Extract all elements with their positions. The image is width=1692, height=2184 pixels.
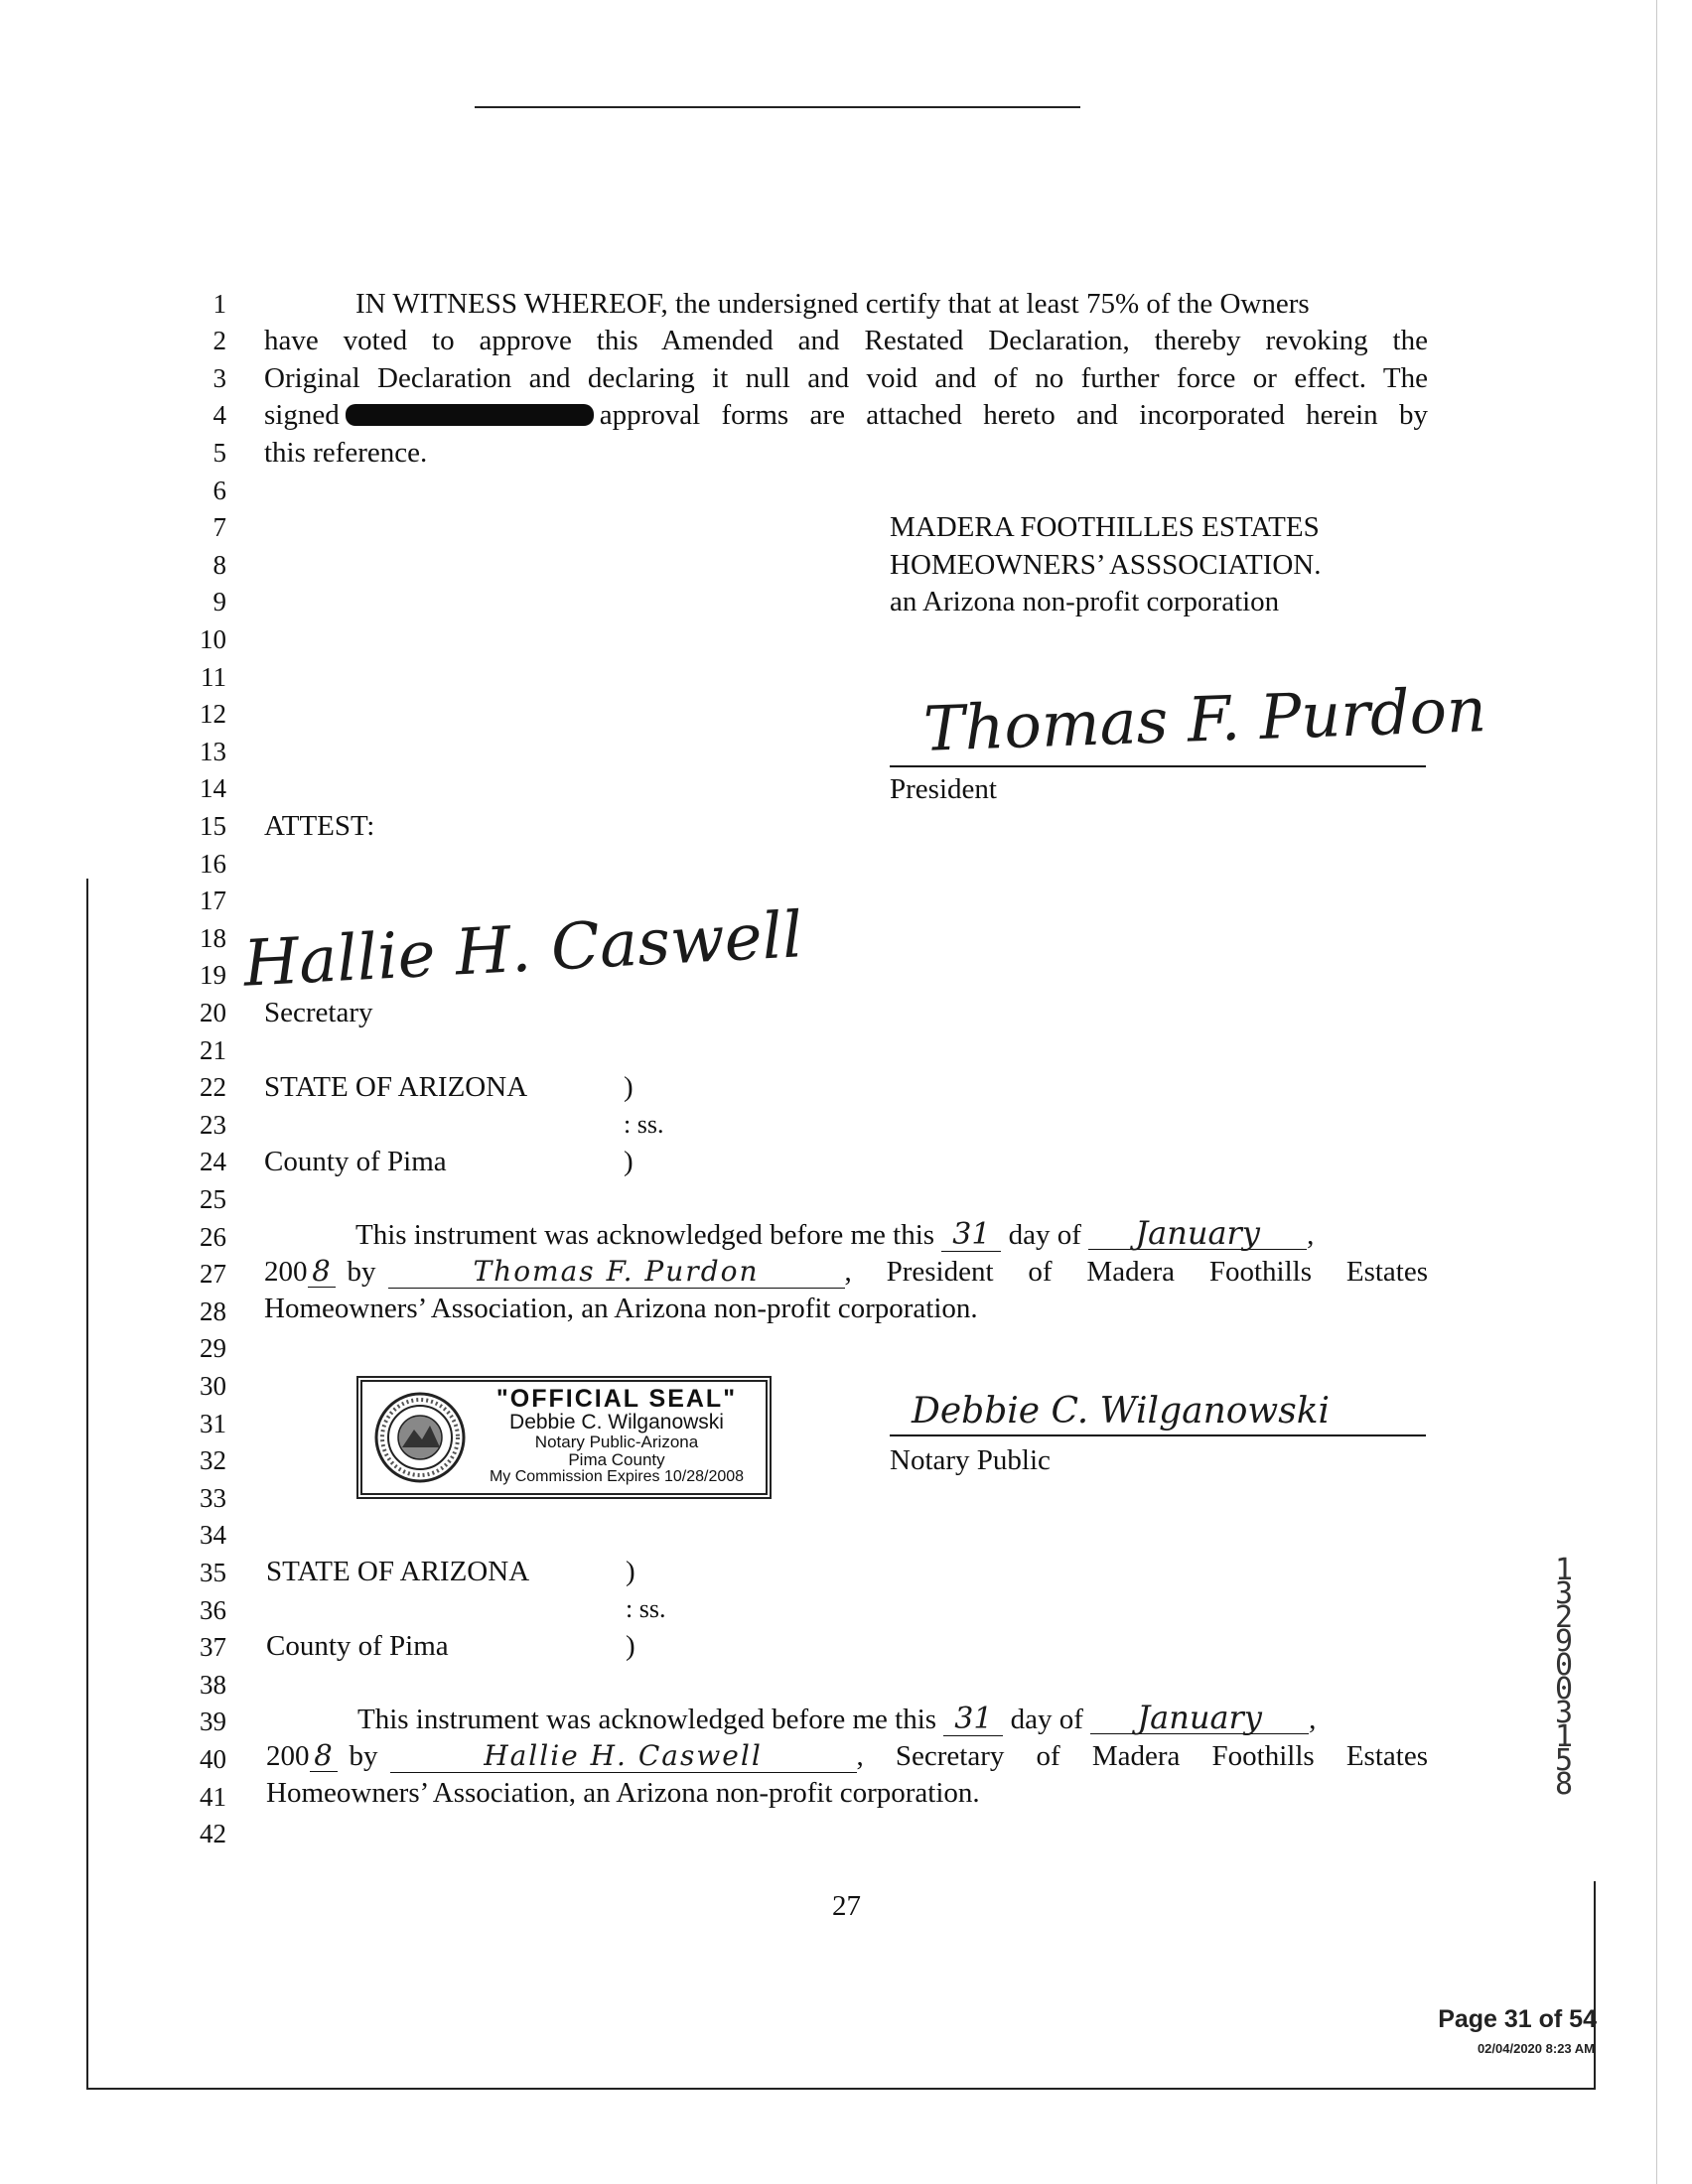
ack1-year-digit: 8 — [308, 1255, 336, 1288]
line-number: 32 — [200, 1445, 226, 1475]
line-number: 39 — [200, 1706, 226, 1736]
line-number: 19 — [200, 960, 226, 990]
president-signature: Thomas F. Purdon — [921, 673, 1487, 765]
ack1-line-3: Homeowners’ Association, an Arizona non-profit corporation. — [264, 1293, 978, 1324]
line-number: 6 — [212, 476, 226, 505]
line-number: 17 — [200, 886, 226, 915]
line-number: 11 — [201, 662, 226, 692]
secretary-signature: Hallie H. Caswell — [241, 898, 805, 1002]
line-number: 40 — [200, 1744, 226, 1774]
ack1-day-of: day of — [1008, 1219, 1081, 1251]
state-label-1: STATE OF ARIZONA — [264, 1071, 528, 1103]
line-number: 14 — [200, 773, 226, 803]
association-description: an Arizona non-profit corporation — [890, 586, 1280, 617]
ack1-role: , President of Madera Foothills Estates — [844, 1256, 1428, 1288]
seal-notary-name: Debbie C. Wilganowski — [509, 1411, 724, 1434]
ack1-line-1 — [355, 1214, 1315, 1252]
ack2-year-digit: 8 — [310, 1739, 338, 1772]
ack2-day: 31 — [943, 1704, 1003, 1736]
witness-line-4-end: approval forms are attached hereto and incorporated herein by — [599, 399, 1428, 431]
line-number: 4 — [212, 400, 226, 430]
notary-title: Notary Public — [890, 1444, 1051, 1476]
county-label-1: County of Pima — [264, 1146, 447, 1177]
paren-close-1: ) — [624, 1146, 634, 1177]
left-border — [86, 879, 88, 2090]
line-number: 42 — [200, 1819, 226, 1848]
line-number: 15 — [200, 811, 226, 841]
line-number: 33 — [200, 1483, 226, 1513]
line-number: 13 — [200, 737, 226, 766]
ack2-line-3: Homeowners’ Association, an Arizona non-profit corporation. — [266, 1777, 980, 1809]
ack2-year-prefix: 200 — [266, 1740, 310, 1772]
ack2-role: , Secretary of Madera Foothills Estates — [856, 1740, 1428, 1772]
witness-line-2: have voted to approve this Amended and Restated Declaration, thereby revoking the — [264, 325, 1428, 356]
redaction-mark — [346, 404, 594, 426]
line-number: 28 — [200, 1297, 226, 1326]
ack2-line-1-text: This instrument was acknowledged before me this — [357, 1704, 937, 1735]
ack2-by: by — [349, 1740, 378, 1772]
line-number: 21 — [200, 1035, 226, 1065]
line-number: 3 — [212, 363, 226, 393]
witness-line-4-start: signed — [264, 399, 340, 431]
seal-text-block — [472, 1386, 762, 1486]
line-number: 8 — [212, 550, 226, 580]
ack1-name: Thomas F. Purdon — [388, 1256, 845, 1289]
paren-close-2: ) — [626, 1630, 635, 1662]
line-number: 23 — [200, 1110, 226, 1140]
ack1-year-prefix: 200 — [264, 1256, 308, 1288]
county-label-2: County of Pima — [266, 1630, 449, 1662]
association-name-1: MADERA FOOTHILLES ESTATES — [890, 511, 1320, 543]
witness-line-3: Original Declaration and declaring it null and void and of no further force or effect. The — [264, 362, 1428, 394]
ack2-line-1 — [357, 1699, 1317, 1736]
ack1-day: 31 — [941, 1219, 1001, 1252]
ack1-month: January — [1088, 1217, 1307, 1250]
attest-label: ATTEST: — [264, 810, 375, 842]
top-rule — [475, 106, 1080, 108]
ss-label-1: : ss. — [624, 1110, 664, 1139]
line-number: 20 — [200, 998, 226, 1027]
line-number: 35 — [200, 1558, 226, 1587]
ack2-comma: , — [1309, 1704, 1317, 1735]
ss-label-2: : ss. — [626, 1594, 666, 1623]
line-number: 10 — [200, 624, 226, 654]
line-number: 25 — [200, 1184, 226, 1214]
line-number: 5 — [212, 438, 226, 468]
line-number: 1 — [212, 289, 226, 319]
paren-open-2: ) — [626, 1556, 635, 1587]
line-number: 22 — [200, 1072, 226, 1102]
line-number: 38 — [200, 1670, 226, 1700]
witness-line-5: this reference. — [264, 437, 428, 469]
line-number: 26 — [200, 1222, 226, 1252]
right-border — [1594, 1881, 1596, 2090]
seal-expiration: My Commission Expires 10/28/2008 — [489, 1467, 745, 1485]
line-number: 31 — [200, 1409, 226, 1438]
ack2-day-of: day of — [1010, 1704, 1083, 1735]
notary-signature: Debbie C. Wilganowski — [912, 1391, 1331, 1432]
ack2-line-2 — [266, 1739, 1428, 1773]
seal-notary-state: Notary Public-Arizona — [534, 1433, 699, 1452]
right-edge-line — [1656, 0, 1657, 2184]
line-number: 9 — [212, 587, 226, 616]
ack1-line-1-text: This instrument was acknowledged before me this — [355, 1219, 935, 1251]
ack1-comma: , — [1307, 1219, 1315, 1251]
line-number: 16 — [200, 849, 226, 879]
ack2-month: January — [1090, 1702, 1309, 1734]
witness-line-1: IN WITNESS WHEREOF, the undersigned certify that at least 75% of the Owners — [355, 288, 1310, 320]
line-number: 24 — [200, 1147, 226, 1176]
notary-seal-stamp — [356, 1376, 772, 1499]
line-number: 27 — [200, 1259, 226, 1289]
ack1-line-2 — [264, 1255, 1428, 1289]
page-number: 27 — [832, 1890, 861, 1922]
ack1-by: by — [347, 1256, 376, 1288]
association-name-2: HOMEOWNERS’ ASSSOCIATION. — [890, 549, 1322, 581]
seal-county: Pima County — [568, 1450, 665, 1470]
ack2-name: Hallie H. Caswell — [390, 1740, 857, 1773]
footer-page-indicator: Page 31 of 54 — [1438, 2005, 1597, 2033]
recording-number: 13290 03158 — [1554, 1553, 1592, 1802]
line-number: 34 — [200, 1520, 226, 1550]
line-number: 2 — [212, 326, 226, 355]
arizona-seal-emblem — [374, 1392, 466, 1483]
line-number: 36 — [200, 1595, 226, 1625]
line-number: 7 — [212, 512, 226, 542]
president-signature-line — [890, 765, 1426, 767]
state-label-2: STATE OF ARIZONA — [266, 1556, 530, 1587]
footer-timestamp: 02/04/2020 8:23 AM — [1477, 2041, 1595, 2056]
notary-signature-line — [890, 1434, 1426, 1436]
secretary-title: Secretary — [264, 997, 373, 1028]
paren-open-1: ) — [624, 1071, 634, 1103]
line-number: 30 — [200, 1371, 226, 1401]
line-number: 41 — [200, 1782, 226, 1812]
witness-line-4 — [264, 399, 1428, 431]
bottom-border — [86, 2088, 1596, 2090]
line-number: 18 — [200, 923, 226, 953]
line-number: 29 — [200, 1333, 226, 1363]
president-title: President — [890, 773, 997, 805]
line-number: 12 — [200, 699, 226, 729]
line-number: 37 — [200, 1632, 226, 1662]
seal-title: "OFFICIAL SEAL" — [495, 1385, 738, 1413]
